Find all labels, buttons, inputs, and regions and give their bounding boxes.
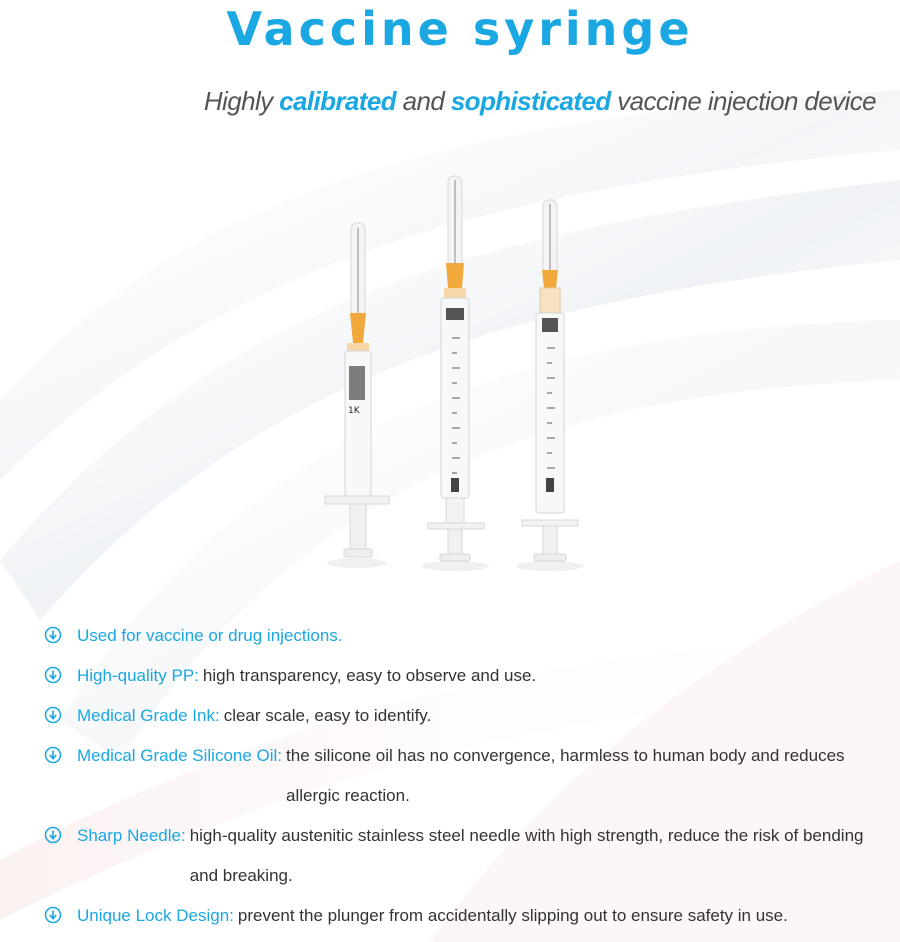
download-circle-icon [44, 826, 62, 844]
feature-list [44, 616, 884, 936]
syringe-product-image [300, 168, 600, 578]
feature-item [44, 816, 884, 896]
feature-text: prevent the plunger from accidentally slipping out to ensure safety in use. [237, 906, 788, 925]
feature-text: clear scale, easy to identify. [223, 706, 432, 725]
feature-label: Medical Grade Ink: [77, 706, 220, 725]
download-circle-icon [44, 626, 62, 644]
subtitle-highlight: sophisticated [450, 86, 611, 116]
feature-text: the silicone oil has no convergence, harmless to human body and reduces allergic reaction. [286, 746, 845, 805]
feature-label: Sharp Needle: [77, 826, 186, 845]
feature-label: Unique Lock Design: [77, 906, 234, 925]
subtitle-part: vaccine injection device [610, 86, 876, 116]
page-title: Vaccine syringe [226, 2, 694, 56]
feature-label: Medical Grade Silicone Oil: [77, 746, 283, 765]
download-circle-icon [44, 906, 62, 924]
feature-text: high transparency, easy to observe and use. [202, 666, 537, 685]
download-circle-icon [44, 706, 62, 724]
subtitle-part: and [395, 86, 451, 116]
download-circle-icon [44, 746, 62, 764]
feature-item [44, 656, 884, 696]
feature-item [44, 616, 884, 656]
download-circle-icon [44, 666, 62, 684]
feature-item [44, 896, 884, 936]
feature-label: Used for vaccine or drug injections. [77, 626, 343, 645]
syringe-left [325, 223, 389, 568]
subtitle-part: Highly [203, 86, 280, 116]
feature-label: High-quality PP: [77, 666, 199, 685]
feature-item [44, 696, 884, 736]
subtitle-highlight: calibrated [279, 86, 396, 116]
feature-text: high-quality austenitic stainless steel needle with high strength, reduce the risk of bending and breaking. [189, 826, 864, 885]
syringe-marking: 1K [348, 406, 360, 416]
syringe-middle [421, 176, 489, 571]
feature-item [44, 736, 884, 816]
page-subtitle [204, 86, 876, 117]
syringe-right [516, 200, 584, 571]
